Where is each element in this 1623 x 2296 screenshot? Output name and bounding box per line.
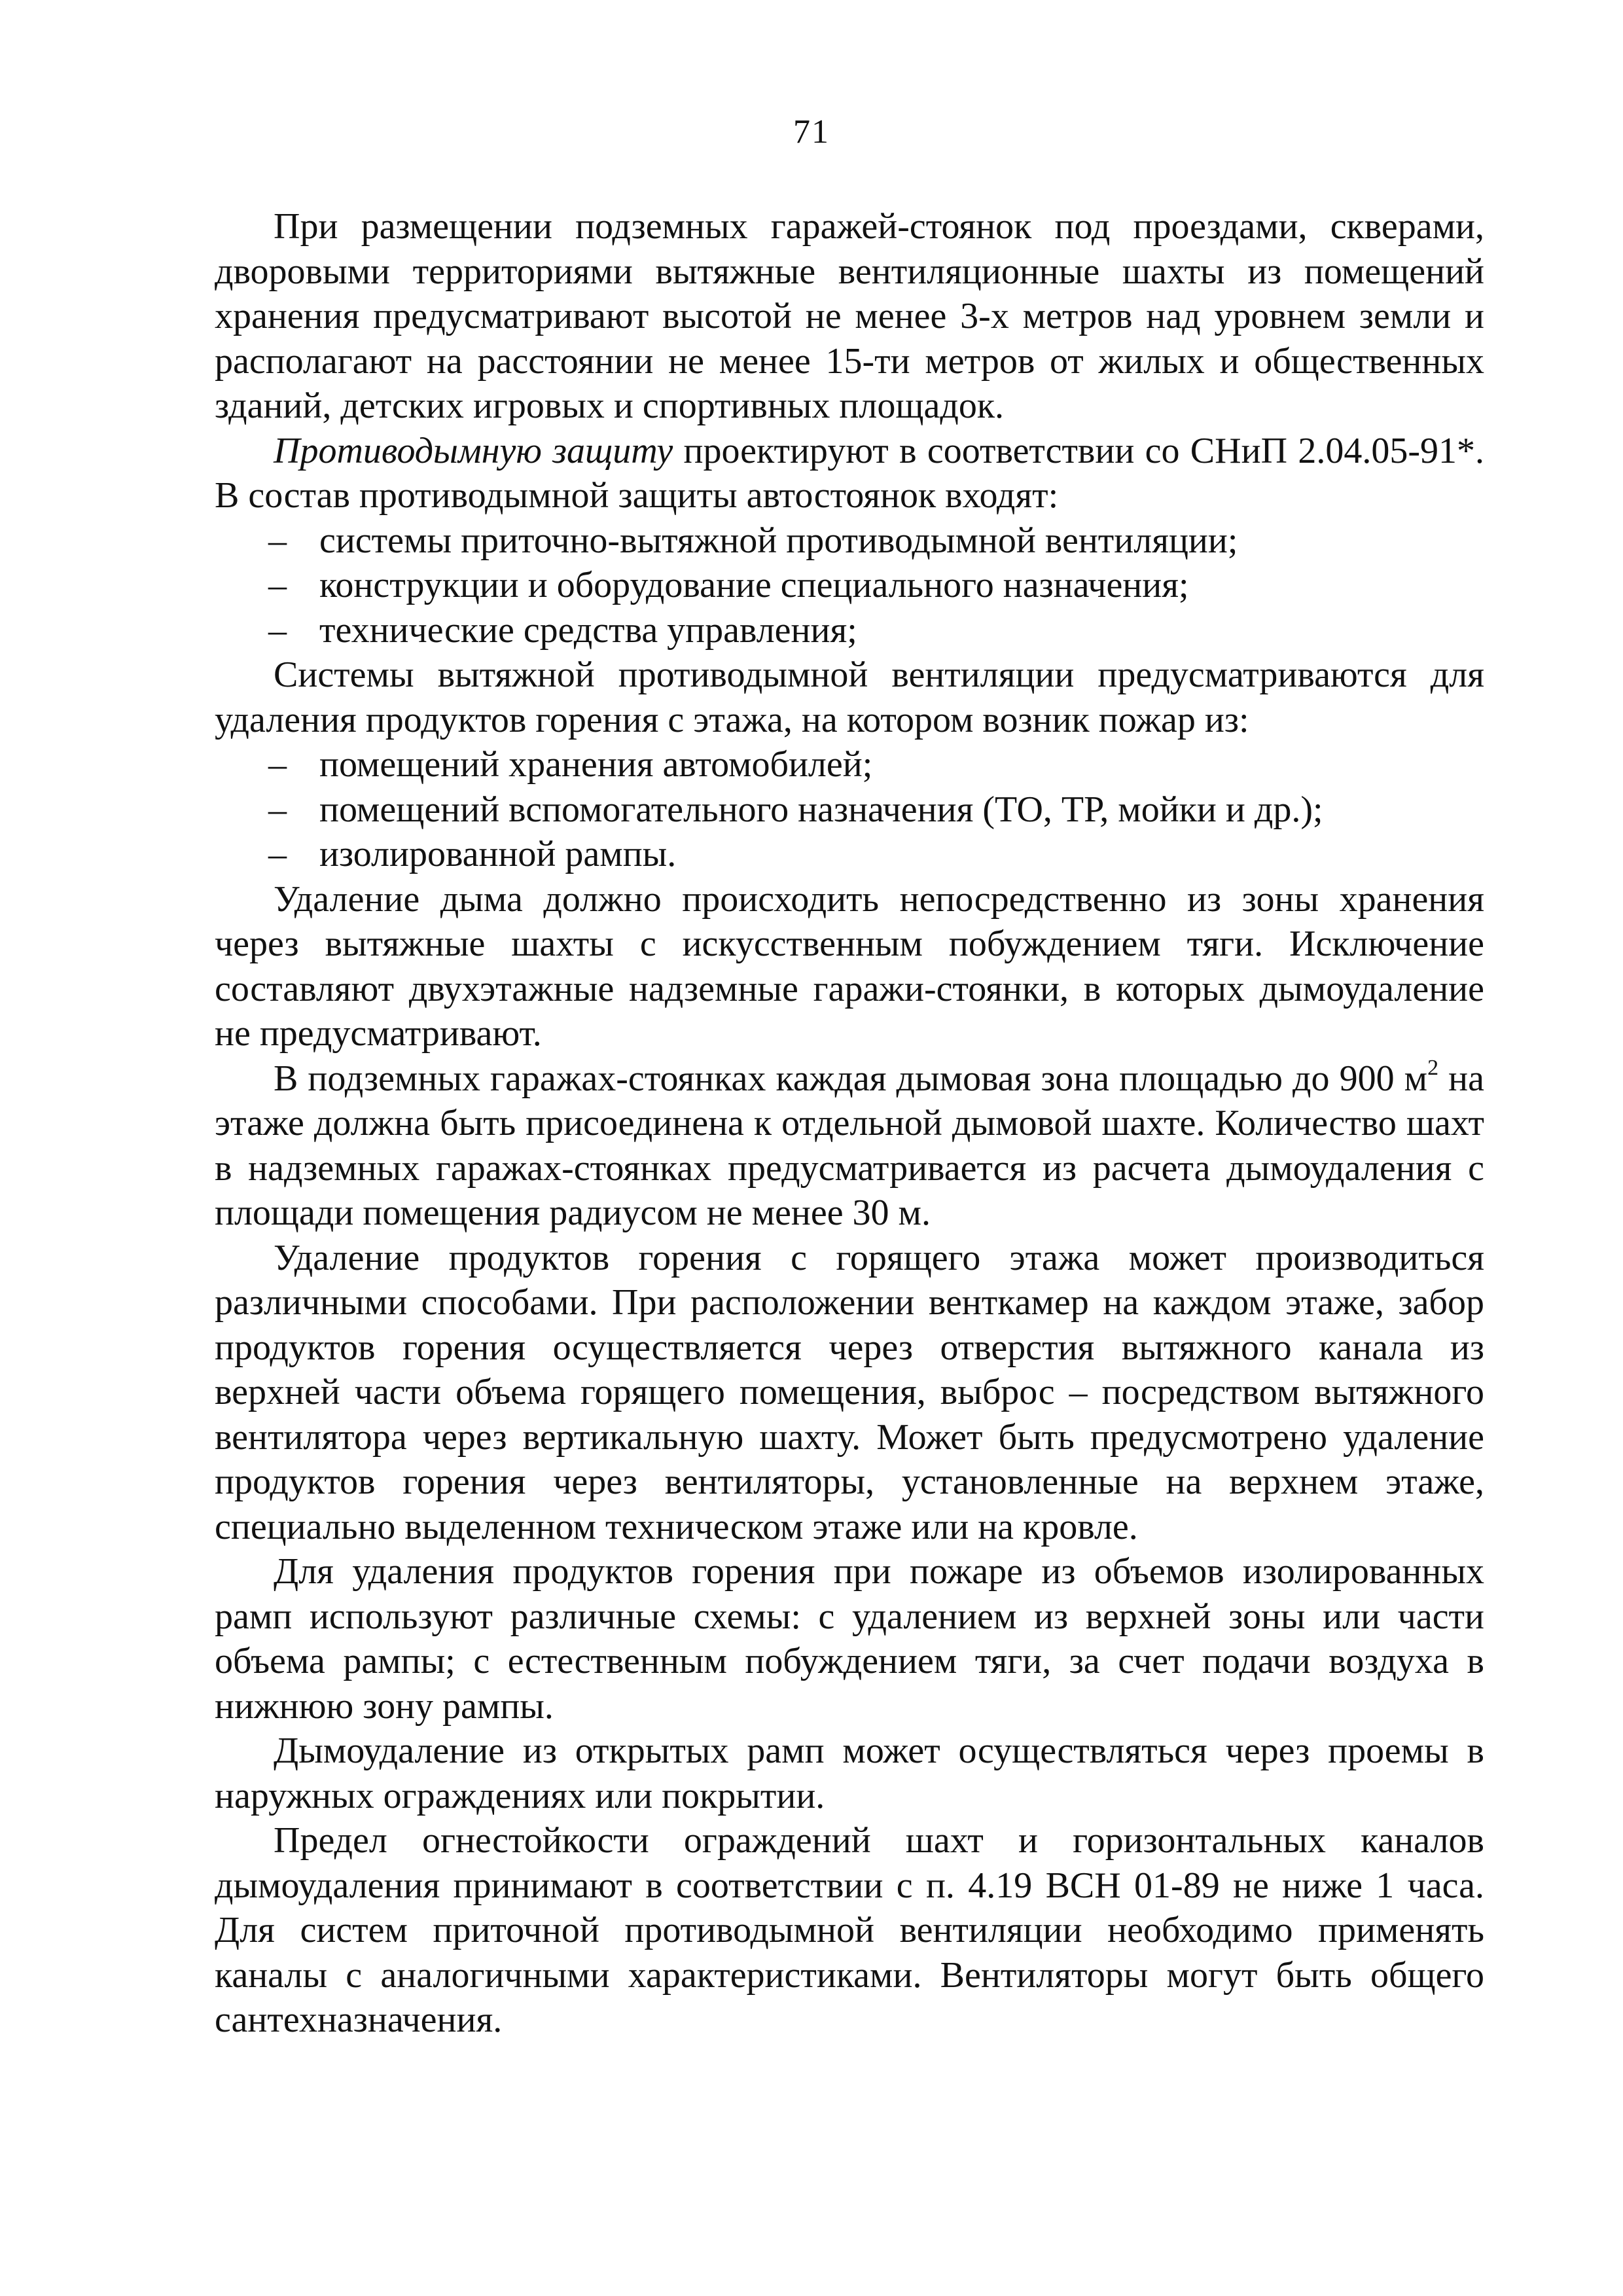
list-item-text: помещений вспомогательного назначения (ТО, ТР, мойки и др.); [319, 789, 1323, 830]
paragraph-smoke-protection-intro [215, 429, 1484, 518]
smoke-zones-text-after: на этаже должна быть присоединена к отдельной дымовой шахте. Количество шахт в надземных гаражах-стоянках предусматривается из расчета дымоудаления с площади помещения радиусом не менее 30 м. [215, 1058, 1484, 1233]
list-dash: – [268, 744, 287, 785]
smoke-zones-text-before: В подземных гаражах-стоянках каждая дымовая зона площадью до 900 м [274, 1058, 1428, 1099]
list-dash: – [268, 789, 287, 830]
list-item-text: помещений хранения автомобилей; [319, 744, 873, 785]
list-dash: – [268, 609, 287, 651]
document-body [215, 204, 1484, 2043]
paragraph-ventilation-shafts: При размещении подземных гаражей-стоянок под проездами, скверами, дворовыми территориями вытяжные вентиляционные шахты из помещений хранения предусматривают высотой не менее 3-х метров над уровнем земли и располагают на расстоянии не менее 15-ти метров от жилых и общественных зданий, детских игровых и спортивных площадок. [215, 206, 1484, 426]
paragraph-smoke-zones [215, 1056, 1484, 1236]
list-item [215, 563, 1484, 608]
list-item [215, 518, 1484, 564]
paragraph-fire-resistance: Предел огнестойкости ограждений шахт и горизонтальных каналов дымоудаления принимают в соответствии с п. 4.19 ВСН 01-89 не ниже 1 часа. Для систем приточной противодымной вентиляции необходимо применять каналы с аналогичными характеристиками. Вентиляторы могут быть общего сантехназначения. [215, 1820, 1484, 2040]
smoke-protection-term: Противодымную защиту [274, 430, 673, 471]
paragraph-ramp-schemes: Для удаления продуктов горения при пожаре из объемов изолированных рамп используют различные схемы: с удалением из верхней зоны или части объема рампы; с естественным побуждением тяги, за счет подачи воздуха в нижнюю зону рампы. [215, 1551, 1484, 1727]
page-number: 71 [793, 113, 830, 151]
paragraph-exhaust-systems: Системы вытяжной противодымной вентиляции предусматриваются для удаления продуктов горения с этажа, на котором возник пожар из: [215, 655, 1484, 740]
paragraph-removal-methods: Удаление продуктов горения с горящего этажа может производиться различными способами. При расположении венткамер на каждом этаже, забор продуктов горения осуществляется через отверстия вытяжного канала из верхней части объема горящего помещения, выброс – посредством вытяжного вентилятора через вертикальную шахту. Может быть предусмотрено удаление продуктов горения через вентиляторы, установленные на верхнем этаже, специально выделенном техническом этаже или на кровле. [215, 1237, 1484, 1547]
paragraph-open-ramps: Дымоудаление из открытых рамп может осуществляться через проемы в наружных ограждениях или покрытии. [215, 1731, 1484, 1816]
list-item [215, 832, 1484, 877]
smoke-protection-components-list [215, 518, 1484, 653]
list-item [215, 608, 1484, 653]
list-item [215, 787, 1484, 833]
list-item-text: технические средства управления; [319, 609, 857, 651]
list-item-text: изолированной рампы. [319, 834, 677, 874]
list-dash: – [268, 565, 287, 605]
list-dash: – [268, 520, 287, 561]
area-unit-superscript: 2 [1427, 1055, 1439, 1080]
list-item-text: системы приточно-вытяжной противодымной вентиляции; [319, 520, 1238, 561]
list-dash: – [268, 834, 287, 874]
list-item-text: конструкции и оборудование специального назначения; [319, 565, 1189, 605]
list-item [215, 742, 1484, 787]
smoke-protection-text: проектируют в соответствии со СНиП 2.04.05-91*. В состав противодымной защиты автостоянок входят: [215, 430, 1484, 516]
paragraph-smoke-removal: Удаление дыма должно происходить непосредственно из зоны хранения через вытяжные шахты с искусственным побуждением тяги. Исключение составляют двухэтажные надземные гаражи-стоянки, в которых дымоудаление не предусматривают. [215, 878, 1484, 1054]
exhaust-sources-list [215, 742, 1484, 877]
